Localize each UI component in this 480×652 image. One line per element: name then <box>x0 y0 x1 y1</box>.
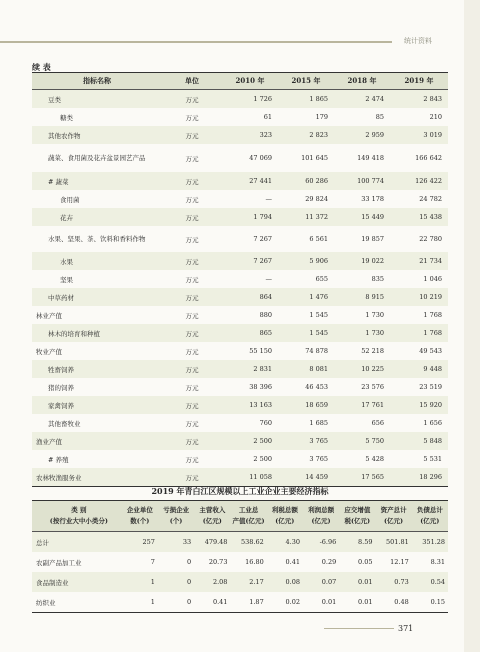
row-value: 17 761 <box>361 401 384 409</box>
row-value: 0.01 <box>358 578 373 586</box>
row-value: 19 022 <box>361 257 384 265</box>
col-header <box>267 505 303 527</box>
col-header-line: 负债总计 <box>416 506 443 514</box>
row-value: 479.48 <box>204 538 228 546</box>
col-header-line: 亏损企业 <box>163 506 190 514</box>
row-value: 1 768 <box>423 311 442 319</box>
row-unit: 万元 <box>185 131 199 140</box>
row-value: 538.62 <box>240 538 264 546</box>
col-header <box>339 505 375 527</box>
row-unit: 万元 <box>185 293 199 302</box>
row-value: 1.87 <box>249 598 264 606</box>
row-value: 323 <box>259 131 272 139</box>
row-value: 1 656 <box>423 419 442 427</box>
table-row <box>32 226 448 252</box>
row-value: 0.29 <box>321 558 337 566</box>
row-value: 15 438 <box>419 213 442 221</box>
table-row <box>32 144 448 172</box>
row-unit: 万元 <box>185 195 199 204</box>
row-value: 10 225 <box>361 365 384 373</box>
table-row <box>32 324 448 342</box>
row-value: 85 <box>375 113 384 121</box>
row-value: 3 019 <box>423 131 442 139</box>
table-row <box>32 592 448 612</box>
row-value: 257 <box>142 538 155 546</box>
row-value: 55 150 <box>249 347 272 355</box>
row-name: 蔬菜、食用菌及花卉盆景园艺产品 <box>48 153 146 162</box>
col-unit: 单位 <box>185 76 199 85</box>
col-2015: 2015 年 <box>291 76 321 85</box>
col-header-line: 类 别 <box>71 506 87 514</box>
row-value: 501.81 <box>386 538 409 546</box>
row-value: 2 831 <box>253 365 272 373</box>
row-value: 1 730 <box>365 329 384 337</box>
row-value: 7 <box>150 558 155 566</box>
row-value: 15 449 <box>361 213 384 221</box>
row-value: 17 565 <box>361 473 384 481</box>
row-value: 2 474 <box>365 95 384 103</box>
row-value: 5 906 <box>309 257 328 265</box>
col-header-line: (亿元) <box>275 517 295 525</box>
row-value: 12.17 <box>390 558 409 566</box>
row-value: 0.08 <box>285 578 300 586</box>
table-row <box>32 288 448 306</box>
row-name: 总计 <box>36 538 49 547</box>
row-value: 0.02 <box>285 598 300 606</box>
row-value: 47 069 <box>249 154 272 162</box>
table-row <box>32 126 448 144</box>
row-value: 7 267 <box>253 235 272 243</box>
table-row <box>32 208 448 226</box>
row-value: 655 <box>315 275 328 283</box>
row-value: 6 561 <box>309 235 328 243</box>
row-value: 2 500 <box>253 437 272 445</box>
row-value: 5 428 <box>365 455 384 463</box>
row-value: 74 878 <box>305 347 328 355</box>
row-unit: 万元 <box>185 95 199 104</box>
row-unit: 万元 <box>185 455 199 464</box>
col-header <box>122 505 158 527</box>
row-value: 0.54 <box>430 578 446 586</box>
row-value: 2 823 <box>309 131 328 139</box>
row-value: 4.30 <box>285 538 300 546</box>
col-header <box>194 505 230 527</box>
table-row <box>32 552 448 572</box>
row-unit: 万元 <box>185 311 199 320</box>
row-value: 880 <box>259 311 272 319</box>
row-value: 8 081 <box>309 365 328 373</box>
row-value: 1 726 <box>253 95 272 103</box>
row-value: 8.59 <box>358 538 373 546</box>
row-value: 126 422 <box>415 177 442 185</box>
row-unit: 万元 <box>185 419 199 428</box>
col-header-line: (亿元) <box>202 517 222 525</box>
row-name: 花卉 <box>60 213 73 222</box>
col-header-line: 工业总 <box>238 506 259 514</box>
table-row <box>32 396 448 414</box>
row-unit: 万元 <box>185 235 199 244</box>
row-value: 10 219 <box>419 293 442 301</box>
row-value: 0.01 <box>358 598 373 606</box>
row-value: 1 794 <box>253 213 272 221</box>
row-value: 23 519 <box>419 383 442 391</box>
row-value: 46 453 <box>305 383 328 391</box>
col-header-line: 资产总计 <box>380 506 407 514</box>
row-name: 食品制造业 <box>36 578 69 587</box>
col-header-line: (亿元) <box>383 517 404 525</box>
row-value: 49 543 <box>419 347 442 355</box>
row-name: 其他农作物 <box>48 131 81 140</box>
row-unit: 万元 <box>185 473 199 482</box>
col-header-line: 主营收入 <box>199 506 226 514</box>
industry-indicators-table <box>32 500 448 613</box>
col-header <box>230 505 266 527</box>
row-unit: 万元 <box>185 154 199 163</box>
row-value: 18 296 <box>419 473 442 481</box>
row-value: 5 848 <box>423 437 442 445</box>
col-2010: 2010 年 <box>235 76 265 85</box>
col-name: 指标名称 <box>83 76 111 85</box>
row-value: — <box>265 195 272 203</box>
row-value: 2 843 <box>423 95 442 103</box>
table-body <box>32 532 448 612</box>
row-value: 179 <box>315 113 328 121</box>
col-header-line: 利税总额 <box>271 506 298 514</box>
row-name: 牧业产值 <box>36 347 62 356</box>
row-name: 渔业产值 <box>36 437 62 446</box>
row-unit: 万元 <box>185 329 199 338</box>
row-value: 864 <box>259 293 272 301</box>
row-value: 27 441 <box>249 177 272 185</box>
col-header-line: 企业单位 <box>126 506 153 514</box>
row-unit: 万元 <box>185 257 199 266</box>
row-unit: 万元 <box>185 213 199 222</box>
footer-rule <box>324 628 394 629</box>
continued-label: 续 表 <box>32 62 51 72</box>
row-value: 13 163 <box>249 401 272 409</box>
col-header <box>375 505 411 527</box>
row-name: 林业产值 <box>36 311 62 320</box>
row-value: 1 <box>150 598 155 606</box>
row-unit: 万元 <box>185 401 199 410</box>
col-header <box>158 505 194 527</box>
table-row <box>32 342 448 360</box>
row-unit: 万元 <box>185 437 199 446</box>
col-header-line: (亿元) <box>311 517 331 525</box>
table-row <box>32 108 448 126</box>
row-value: 3 765 <box>309 437 328 445</box>
row-value: 11 372 <box>305 213 328 221</box>
row-name: # 蔬菜 <box>48 177 69 186</box>
row-value: 0.05 <box>358 558 373 566</box>
row-name: # 养殖 <box>48 455 69 464</box>
row-value: 1 768 <box>423 329 442 337</box>
section-label: 统计资料 <box>404 37 432 45</box>
row-value: 0 <box>187 598 192 606</box>
table-row <box>32 378 448 396</box>
row-unit: 万元 <box>185 383 199 392</box>
table-header <box>32 501 448 532</box>
row-value: 1 865 <box>309 95 328 103</box>
row-value: 23 576 <box>361 383 384 391</box>
row-value: 2 500 <box>253 455 272 463</box>
row-name: 农副产品加工业 <box>36 558 82 567</box>
row-value: 16.80 <box>245 558 264 566</box>
row-name: 中草药材 <box>48 293 74 302</box>
row-value: 1 476 <box>309 293 328 301</box>
row-value: 24 782 <box>419 195 442 203</box>
col-header <box>412 505 448 527</box>
row-value: 101 645 <box>301 154 328 162</box>
table-row <box>32 468 448 486</box>
row-unit: 万元 <box>185 113 199 122</box>
col-header-line: 数(个) <box>130 517 150 525</box>
table-body <box>32 90 448 486</box>
row-value: 835 <box>371 275 384 283</box>
row-value: 33 178 <box>361 195 384 203</box>
row-value: 3 765 <box>309 455 328 463</box>
row-name: 糖类 <box>60 113 73 122</box>
table-row <box>32 270 448 288</box>
row-value: 2.08 <box>212 578 228 586</box>
row-value: 61 <box>263 113 272 121</box>
row-value: 1 545 <box>309 311 328 319</box>
row-value: 351.28 <box>422 538 446 546</box>
col-2019: 2019 年 <box>404 76 434 85</box>
col-header-line: 产值(亿元) <box>232 517 265 525</box>
table-row <box>32 572 448 592</box>
row-value: 1 <box>150 578 155 586</box>
row-unit: 万元 <box>185 177 199 186</box>
row-name: 其他畜牧业 <box>48 419 81 428</box>
row-value: 656 <box>371 419 384 427</box>
row-value: 2 959 <box>365 131 384 139</box>
table-row <box>32 414 448 432</box>
row-value: 100 774 <box>357 177 384 185</box>
row-value: 19 857 <box>361 235 384 243</box>
agri-output-table <box>32 72 448 487</box>
row-value: 60 286 <box>305 177 328 185</box>
row-value: 29 824 <box>305 195 328 203</box>
row-value: 0.41 <box>212 598 228 606</box>
header-rule <box>0 41 392 43</box>
col-2018: 2018 年 <box>347 76 377 85</box>
table2-title: 2019 年青白江区规模以上工业企业主要经济指标 <box>151 486 329 496</box>
row-value: 5 750 <box>365 437 384 445</box>
col-header-line: 利润总额 <box>308 506 335 514</box>
col-header-line: (亿元) <box>420 517 440 525</box>
row-value: 0 <box>187 578 192 586</box>
row-name: 坚果 <box>60 275 73 284</box>
col-header-line: (个) <box>169 517 183 525</box>
row-unit: 万元 <box>185 347 199 356</box>
page-number: 371 <box>398 624 414 633</box>
row-unit: 万元 <box>185 365 199 374</box>
row-value: 0.01 <box>321 598 337 606</box>
row-name: 水果、坚果、茶、饮料和香料作物 <box>48 234 146 243</box>
row-value: 1 685 <box>309 419 328 427</box>
row-value: 14 459 <box>305 473 328 481</box>
row-value: 52 218 <box>361 347 384 355</box>
row-value: 0 <box>187 558 192 566</box>
row-value: 33 <box>182 538 192 546</box>
row-name: 纺织业 <box>36 598 56 607</box>
row-value: 2.17 <box>249 578 264 586</box>
row-value: 210 <box>429 113 442 121</box>
table-row <box>32 360 448 378</box>
row-value: 15 920 <box>419 401 442 409</box>
table-row <box>32 252 448 270</box>
row-value: 1 730 <box>365 311 384 319</box>
row-value: 166 642 <box>415 154 442 162</box>
row-value: — <box>265 275 272 283</box>
row-value: 760 <box>259 419 272 427</box>
table-row <box>32 172 448 190</box>
col-header <box>32 505 122 527</box>
row-name: 家禽饲养 <box>48 401 74 410</box>
row-value: 0.73 <box>394 578 409 586</box>
col-header-line: 应交增值 <box>344 506 371 514</box>
table-row <box>32 190 448 208</box>
row-value: 21 734 <box>419 257 442 265</box>
row-value: 9 448 <box>423 365 442 373</box>
row-value: 20.73 <box>208 558 228 566</box>
row-value: 7 267 <box>253 257 272 265</box>
row-value: 8.31 <box>430 558 446 566</box>
row-unit: 万元 <box>185 275 199 284</box>
col-header-line: 税(亿元) <box>344 517 371 525</box>
row-value: -6.96 <box>319 538 337 546</box>
row-value: 0.48 <box>394 598 409 606</box>
row-value: 18 659 <box>305 401 328 409</box>
table-row <box>32 306 448 324</box>
table-header <box>32 73 448 90</box>
row-value: 1 046 <box>423 275 442 283</box>
col-header <box>303 505 339 527</box>
row-value: 5 531 <box>423 455 442 463</box>
row-value: 149 418 <box>357 154 384 162</box>
table-row <box>32 90 448 108</box>
row-value: 8 915 <box>365 293 384 301</box>
row-value: 0.15 <box>430 598 446 606</box>
row-value: 0.07 <box>321 578 337 586</box>
row-value: 22 780 <box>419 235 442 243</box>
table-row <box>32 432 448 450</box>
col-header-line: (按行业大中小类分) <box>49 517 108 525</box>
row-name: 豆类 <box>48 95 61 104</box>
row-name: 猪的饲养 <box>48 383 74 392</box>
row-name: 林木的培育和种植 <box>48 329 100 338</box>
row-name: 牲畜饲养 <box>48 365 74 374</box>
row-name: 食用菌 <box>60 195 80 204</box>
row-value: 11 058 <box>249 473 272 481</box>
row-name: 农林牧渔服务业 <box>36 473 82 482</box>
table-row <box>32 532 448 552</box>
row-value: 38 396 <box>249 383 272 391</box>
row-value: 865 <box>259 329 272 337</box>
row-value: 1 545 <box>309 329 328 337</box>
row-name: 水果 <box>60 257 73 266</box>
right-margin-strip <box>464 0 480 652</box>
row-value: 0.41 <box>285 558 300 566</box>
table-row <box>32 450 448 468</box>
